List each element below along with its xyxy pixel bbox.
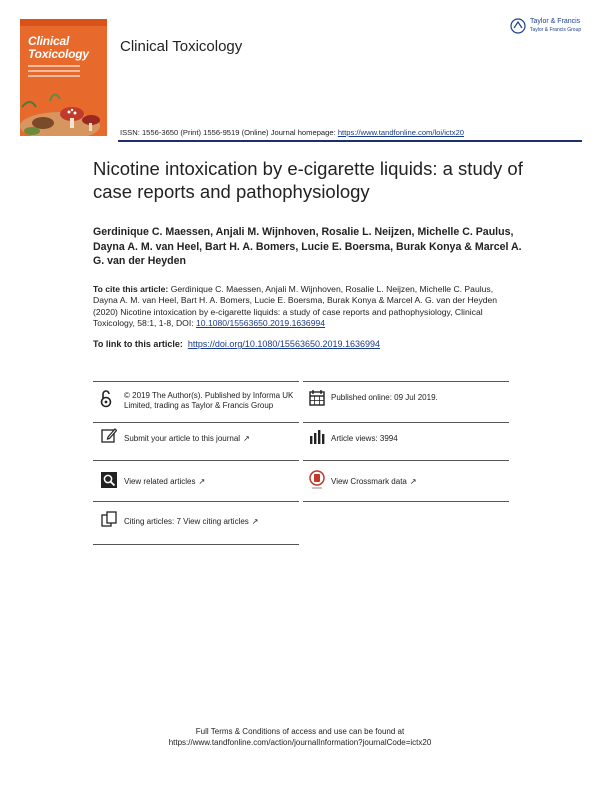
cover-illustration — [20, 19, 107, 136]
grid-divider-1-left — [93, 422, 299, 423]
external-link-icon: ↗ — [409, 477, 417, 486]
footer-terms-text: Full Terms & Conditions of access and use can be found at — [195, 727, 405, 736]
magnifier-icon — [101, 472, 117, 488]
citation-block — [93, 284, 513, 330]
doi-link[interactable]: 10.1080/15563650.2019.1636994 — [196, 318, 326, 329]
journal-cover-image — [20, 19, 107, 136]
publisher-logo-name: Taylor & Francis — [530, 18, 581, 25]
footer-terms-url[interactable]: https://www.tandfonline.com/action/journalInformation?journalCode=ictx20 — [168, 737, 432, 747]
grid-divider-top — [93, 381, 299, 382]
cover-title-line2: Toxicology — [28, 47, 89, 61]
article-doi-url[interactable]: https://doi.org/10.1080/15563650.2019.1636994 — [187, 339, 381, 349]
external-link-icon: ↗ — [251, 517, 259, 526]
article-authors: Gerdinique C. Maessen, Anjali M. Wijnhoven, Rosalie L. Neijzen, Michelle C. Paulus, Dayna A. M. van Heel, Bart H. A. Bomers, Lucie E. Boersma, Burak Konya & Marcel A. G. van der Heyden — [93, 226, 522, 267]
link-label: To link to this article: — [93, 339, 183, 349]
related-articles-link[interactable] — [124, 477, 294, 487]
crossmark-icon — [309, 470, 325, 490]
issn-text: ISSN: 1556-3650 (Print) 1556-9519 (Online) Journal homepage: — [120, 128, 338, 137]
crossmark-label: View Crossmark data — [331, 477, 407, 486]
grid-divider-3-right — [303, 501, 509, 502]
copy-icon — [101, 511, 119, 527]
article-title: Nicotine intoxication by e-cigarette liquids: a study of case reports and pathophysiology — [93, 158, 523, 202]
grid-divider-1-right — [303, 422, 509, 423]
related-articles-label: View related articles — [124, 477, 196, 486]
grid-divider-bottom — [93, 544, 299, 545]
journal-homepage-link[interactable]: https://www.tandfonline.com/loi/ictx20 — [337, 128, 465, 137]
cover-title-line1: Clinical — [28, 34, 70, 48]
publisher-logo — [510, 18, 585, 36]
cite-text: Gerdinique C. Maessen, Anjali M. Wijnhoven, Rosalie L. Neijzen, Michelle C. Paulus, Dayna A. M. van Heel, Bart H. A. Bomers, Lucie E. Boersma, Burak Konya & Marcel A. G. van der Heyden (2020) Nicotine intoxication by e-cigarette liquids: a study of case reports and pathophysiology, Clinical Toxicology, 58:1, 1-8, DOI: — [93, 284, 498, 329]
header-divider — [118, 140, 582, 142]
footer — [0, 727, 600, 748]
issn-line — [120, 128, 464, 137]
submit-article-link[interactable] — [124, 434, 294, 444]
grid-divider-top-right — [303, 381, 509, 382]
open-access-icon — [100, 390, 112, 408]
grid-divider-2-right — [303, 460, 509, 461]
grid-divider-3-left — [93, 501, 299, 502]
external-link-icon: ↗ — [243, 434, 250, 443]
external-link-icon: ↗ — [198, 477, 206, 486]
citing-articles-label: Citing articles: 7 View citing articles — [124, 517, 249, 526]
published-date: Published online: 09 Jul 2019. — [331, 393, 438, 402]
citing-articles-link[interactable] — [124, 517, 294, 527]
journal-name: Clinical Toxicology — [120, 38, 243, 55]
publisher-logo-tagline: Taylor & Francis Group — [530, 27, 582, 33]
article-link-line — [93, 339, 380, 349]
bar-chart-icon — [309, 430, 327, 444]
edit-icon — [101, 428, 117, 444]
crossmark-link[interactable] — [331, 477, 501, 487]
grid-divider-2-left — [93, 460, 299, 461]
calendar-icon — [309, 390, 325, 406]
article-views: Article views: 3994 — [331, 434, 398, 443]
cite-label: To cite this article: — [93, 284, 169, 294]
open-access-notice: © 2019 The Author(s). Published by Informa UK Limited, trading as Taylor & Francis Group — [124, 391, 294, 410]
publisher-logo-icon — [510, 18, 526, 34]
submit-article-label: Submit your article to this journal — [124, 434, 241, 443]
